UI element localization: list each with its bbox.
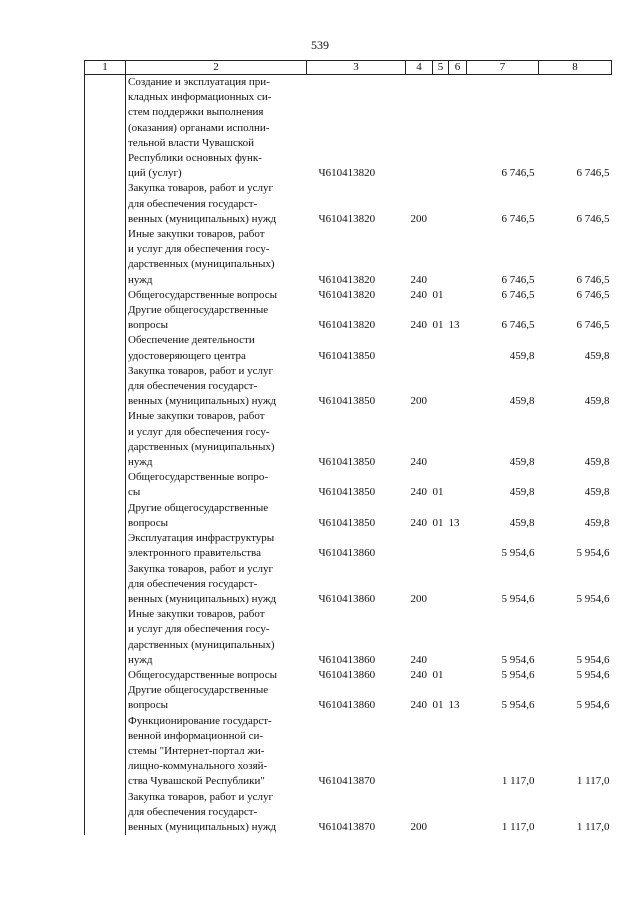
item-name-cell	[126, 562, 307, 608]
amount-year1-cell: 1 117,0	[501, 820, 535, 833]
row-number-cell	[85, 562, 126, 608]
target-code-cell: Ч610413860	[318, 653, 376, 666]
amount-year1-cell: 1 117,0	[501, 775, 535, 788]
budget-table	[84, 60, 612, 835]
table-row	[85, 333, 612, 363]
item-name-line: удостоверяющего центра	[128, 349, 246, 362]
item-name-cell	[126, 303, 307, 333]
amount-year1-cell: 5 954,6	[501, 547, 535, 560]
subsection-cell	[449, 714, 467, 790]
section-cell	[433, 364, 449, 410]
row-number-cell	[85, 470, 126, 500]
item-name-line: вопросы	[128, 516, 169, 529]
item-name-line: Общегосударственные вопросы	[128, 288, 277, 301]
subsection-cell	[449, 409, 467, 470]
table-row	[85, 714, 612, 790]
item-name-line: ций (услуг)	[128, 167, 182, 180]
amount-year2-cell: 459,8	[584, 395, 610, 408]
row-number-cell	[85, 181, 126, 227]
expense-type-cell: 240	[410, 288, 427, 301]
table-row	[85, 531, 612, 561]
item-name-line: кладных информационных си-	[128, 91, 272, 104]
item-name-line: Другие общегосударственные	[128, 684, 269, 697]
item-name-cell	[126, 288, 307, 303]
amount-year1-cell: 459,8	[509, 395, 535, 408]
row-number-cell	[85, 227, 126, 288]
amount-year2-cell: 6 746,5	[576, 319, 610, 332]
target-code-cell: Ч610413850	[318, 456, 376, 469]
table-row	[85, 409, 612, 470]
amount-year2-cell: 5 954,6	[576, 592, 610, 605]
expense-type-cell	[406, 531, 433, 561]
table-row	[85, 364, 612, 410]
row-number-cell	[85, 501, 126, 531]
expense-type-cell: 240	[410, 456, 427, 469]
expense-type-cell: 240	[410, 319, 427, 332]
section-cell: 01	[432, 668, 444, 681]
target-code-cell: Ч610413820	[318, 212, 376, 225]
item-name-cell	[126, 714, 307, 790]
item-name-cell	[126, 227, 307, 288]
amount-year2-cell: 1 117,0	[576, 775, 610, 788]
item-name-line: для обеспечения государст-	[128, 380, 258, 393]
item-name-line: лищно-коммунального хозяй-	[128, 760, 268, 773]
expense-type-cell: 240	[410, 668, 427, 681]
subsection-cell: 13	[448, 699, 460, 712]
amount-year1-cell: 459,8	[509, 486, 535, 499]
row-number-cell	[85, 714, 126, 790]
item-name-cell	[126, 364, 307, 410]
item-name-line: нужд	[128, 456, 153, 469]
table-body	[85, 75, 612, 836]
amount-year1-cell: 5 954,6	[501, 653, 535, 666]
section-cell	[433, 409, 449, 470]
subsection-cell	[449, 333, 467, 363]
item-name-cell	[126, 607, 307, 668]
item-name-cell	[126, 333, 307, 363]
amount-year2-cell: 459,8	[584, 486, 610, 499]
expense-type-cell	[406, 333, 433, 363]
section-cell	[433, 75, 449, 182]
amount-year2-cell: 459,8	[584, 516, 610, 529]
item-name-line: для обеспечения государст-	[128, 577, 258, 590]
row-number-cell	[85, 409, 126, 470]
subsection-cell	[449, 470, 467, 500]
subsection-cell	[449, 181, 467, 227]
target-code-cell: Ч610413850	[318, 395, 376, 408]
item-name-line: вопросы	[128, 699, 169, 712]
item-name-cell	[126, 531, 307, 561]
row-number-cell	[85, 364, 126, 410]
expense-type-cell: 200	[410, 212, 427, 225]
amount-year2-cell: 6 746,5	[576, 212, 610, 225]
expense-type-cell: 240	[410, 699, 427, 712]
item-name-cell	[126, 668, 307, 683]
target-code-cell: Ч610413820	[318, 273, 376, 286]
expense-type-cell: 240	[410, 273, 427, 286]
amount-year2-cell: 1 117,0	[576, 820, 610, 833]
section-cell	[433, 181, 449, 227]
section-cell: 01	[432, 486, 444, 499]
item-name-line: нужд	[128, 653, 153, 666]
row-number-cell	[85, 668, 126, 683]
amount-year1-cell: 5 954,6	[501, 668, 535, 681]
item-name-line: Обеспечение деятельности	[128, 334, 255, 347]
table-row	[85, 668, 612, 683]
item-name-line: Функционирование государст-	[128, 714, 272, 727]
target-code-cell: Ч610413860	[318, 668, 376, 681]
amount-year2-cell: 5 954,6	[576, 653, 610, 666]
item-name-cell	[126, 501, 307, 531]
item-name-line: Иные закупки товаров, работ	[128, 608, 265, 621]
table-row	[85, 181, 612, 227]
table-row	[85, 562, 612, 608]
item-name-line: нужд	[128, 273, 153, 286]
item-name-line: стем поддержки выполнения	[128, 106, 264, 119]
amount-year1-cell: 459,8	[509, 456, 535, 469]
item-name-line: сы	[128, 486, 141, 499]
item-name-line: венных (муниципальных) нужд	[128, 395, 277, 408]
section-cell: 01	[432, 516, 444, 529]
item-name-line: Иные закупки товаров, работ	[128, 410, 265, 423]
amount-year2-cell: 5 954,6	[576, 699, 610, 712]
section-cell	[433, 333, 449, 363]
amount-year1-cell: 6 746,5	[501, 167, 535, 180]
subsection-cell	[449, 668, 467, 683]
item-name-line: венных (муниципальных) нужд	[128, 820, 277, 833]
subsection-cell	[449, 288, 467, 303]
target-code-cell: Ч610413850	[318, 349, 376, 362]
column-header: 2	[126, 61, 307, 75]
section-cell	[433, 607, 449, 668]
item-name-line: Другие общегосударственные	[128, 304, 269, 317]
amount-year2-cell: 459,8	[584, 349, 610, 362]
subsection-cell	[449, 75, 467, 182]
item-name-line: Создание и эксплуатация при-	[128, 76, 270, 88]
table-row	[85, 288, 612, 303]
amount-year2-cell: 5 954,6	[576, 668, 610, 681]
item-name-cell	[126, 181, 307, 227]
target-code-cell: Ч610413820	[318, 319, 376, 332]
amount-year1-cell: 6 746,5	[501, 288, 535, 301]
subsection-cell: 13	[448, 319, 460, 332]
item-name-line: для обеспечения государст-	[128, 197, 258, 210]
page-number: 539	[311, 38, 329, 52]
amount-year1-cell: 5 954,6	[501, 699, 535, 712]
item-name-line: Закупка товаров, работ и услуг	[128, 182, 273, 195]
table-row	[85, 303, 612, 333]
table-row	[85, 607, 612, 668]
expense-type-cell: 200	[410, 395, 427, 408]
table-row	[85, 470, 612, 500]
table-row	[85, 227, 612, 288]
amount-year2-cell: 5 954,6	[576, 547, 610, 560]
item-name-line: венных (муниципальных) нужд	[128, 592, 277, 605]
section-cell	[433, 531, 449, 561]
target-code-cell: Ч610413850	[318, 486, 376, 499]
item-name-line: и услуг для обеспечения госу-	[128, 623, 270, 636]
target-code-cell: Ч610413850	[318, 516, 376, 529]
section-cell: 01	[432, 288, 444, 301]
table-header-row	[85, 61, 612, 75]
expense-type-cell: 240	[410, 653, 427, 666]
item-name-line: Республики основных функ-	[128, 152, 262, 165]
item-name-line: Закупка товаров, работ и услуг	[128, 562, 273, 575]
item-name-line: дарственных (муниципальных)	[128, 258, 275, 271]
column-header: 4	[406, 61, 433, 75]
item-name-cell	[126, 470, 307, 500]
row-number-cell	[85, 790, 126, 836]
subsection-cell	[449, 790, 467, 836]
row-number-cell	[85, 303, 126, 333]
table-row	[85, 501, 612, 531]
item-name-cell	[126, 683, 307, 713]
row-number-cell	[85, 75, 126, 182]
expense-type-cell: 240	[410, 486, 427, 499]
item-name-line: Закупка товаров, работ и услуг	[128, 364, 273, 377]
row-number-cell	[85, 531, 126, 561]
row-number-cell	[85, 683, 126, 713]
target-code-cell: Ч610413860	[318, 592, 376, 605]
amount-year2-cell: 6 746,5	[576, 167, 610, 180]
item-name-line: и услуг для обеспечения госу-	[128, 243, 270, 256]
section-cell	[433, 227, 449, 288]
item-name-cell	[126, 75, 307, 182]
item-name-line: дарственных (муниципальных)	[128, 440, 275, 453]
expense-type-cell: 200	[410, 820, 427, 833]
item-name-line: Общегосударственные вопро-	[128, 471, 269, 484]
target-code-cell: Ч610413870	[318, 775, 376, 788]
column-header: 1	[85, 61, 126, 75]
section-cell	[433, 714, 449, 790]
amount-year1-cell: 6 746,5	[501, 319, 535, 332]
item-name-cell	[126, 409, 307, 470]
item-name-line: Другие общегосударственные	[128, 501, 269, 514]
expense-type-cell	[406, 75, 433, 182]
expense-type-cell: 240	[410, 516, 427, 529]
subsection-cell	[449, 531, 467, 561]
amount-year1-cell: 5 954,6	[501, 592, 535, 605]
row-number-cell	[85, 607, 126, 668]
subsection-cell	[449, 562, 467, 608]
item-name-line: электронного правительства	[128, 547, 261, 560]
item-name-line: венных (муниципальных) нужд	[128, 212, 277, 225]
item-name-line: тельной власти Чувашской	[128, 136, 255, 149]
item-name-line: (оказания) органами исполни-	[128, 121, 270, 134]
target-code-cell: Ч610413820	[318, 288, 376, 301]
target-code-cell: Ч610413820	[318, 167, 376, 180]
item-name-line: для обеспечения государст-	[128, 805, 258, 818]
row-number-cell	[85, 333, 126, 363]
item-name-cell	[126, 790, 307, 836]
target-code-cell: Ч610413870	[318, 820, 376, 833]
item-name-line: Закупка товаров, работ и услуг	[128, 790, 273, 803]
subsection-cell: 13	[448, 516, 460, 529]
item-name-line: стемы "Интернет-портал жи-	[128, 744, 265, 757]
section-cell: 01	[432, 699, 444, 712]
column-header: 8	[539, 61, 612, 75]
amount-year2-cell: 6 746,5	[576, 288, 610, 301]
amount-year1-cell: 459,8	[509, 349, 535, 362]
amount-year2-cell: 459,8	[584, 456, 610, 469]
expense-type-cell	[406, 714, 433, 790]
section-cell	[433, 790, 449, 836]
column-header: 7	[467, 61, 539, 75]
subsection-cell	[449, 607, 467, 668]
table-row	[85, 790, 612, 836]
item-name-line: вопросы	[128, 319, 169, 332]
column-header: 5	[433, 61, 449, 75]
target-code-cell: Ч610413860	[318, 699, 376, 712]
item-name-line: Эксплуатация инфраструктуры	[128, 532, 275, 545]
amount-year2-cell: 6 746,5	[576, 273, 610, 286]
item-name-line: дарственных (муниципальных)	[128, 638, 275, 651]
column-header: 3	[307, 61, 406, 75]
amount-year1-cell: 459,8	[509, 516, 535, 529]
subsection-cell	[449, 227, 467, 288]
item-name-line: ства Чувашской Республики"	[128, 775, 265, 788]
item-name-line: Общегосударственные вопросы	[128, 668, 277, 681]
table-row	[85, 75, 612, 182]
row-number-cell	[85, 288, 126, 303]
item-name-line: Иные закупки товаров, работ	[128, 228, 265, 241]
table-row	[85, 683, 612, 713]
section-cell: 01	[432, 319, 444, 332]
target-code-cell: Ч610413860	[318, 547, 376, 560]
item-name-line: венной информационной си-	[128, 729, 264, 742]
amount-year1-cell: 6 746,5	[501, 273, 535, 286]
amount-year1-cell: 6 746,5	[501, 212, 535, 225]
subsection-cell	[449, 364, 467, 410]
item-name-line: и услуг для обеспечения госу-	[128, 425, 270, 438]
expense-type-cell: 200	[410, 592, 427, 605]
section-cell	[433, 562, 449, 608]
column-header: 6	[449, 61, 467, 75]
